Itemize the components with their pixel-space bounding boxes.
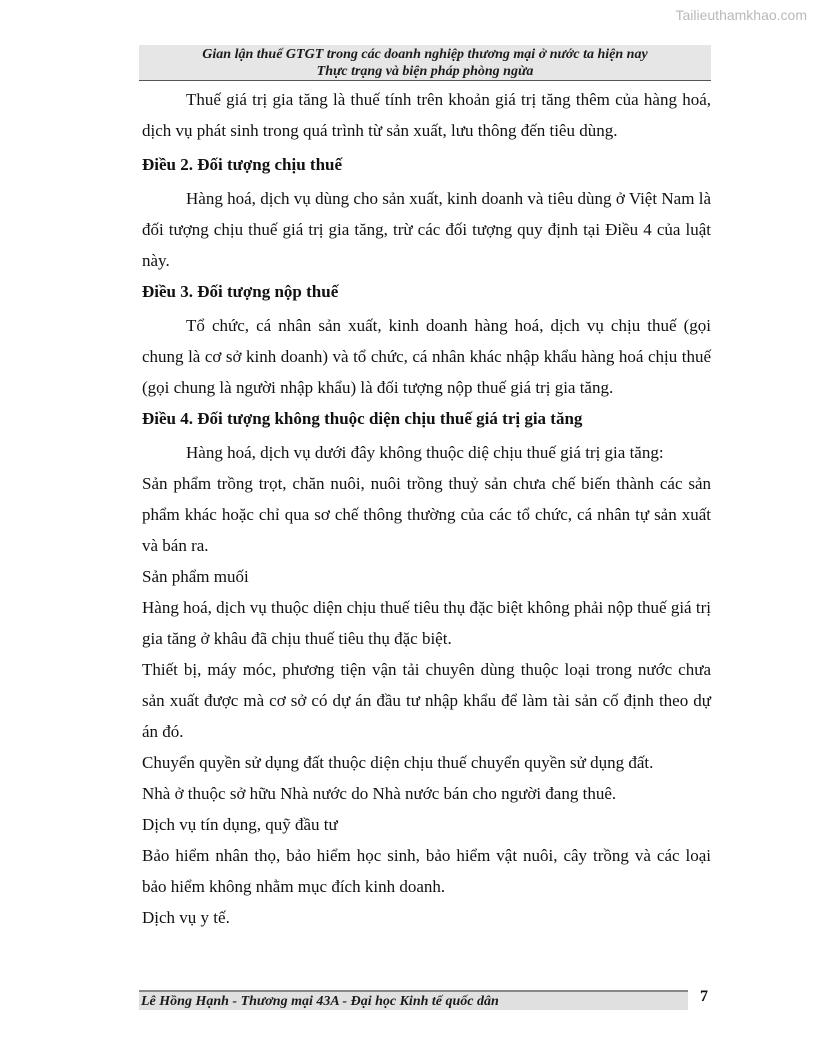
paragraph: Hàng hoá, dịch vụ dưới đây không thuộc diệ chịu thuế giá trị gia tăng: [186,443,664,462]
header-title-line1: Gian lận thuế GTGT trong các doanh nghiệp thương mại ở nước ta hiện nay [202,47,648,62]
paragraph: Hàng hoá, dịch vụ thuộc diện chịu thuế tiêu thụ đặc biệt không phải nộp thuế giá trị gia tăng ở khâu đã chịu thuế tiêu thụ đặc biệt. [142,598,711,648]
paragraph: Nhà ở thuộc sở hữu Nhà nước do Nhà nước bán cho người đang thuê. [142,784,617,803]
article-heading: Điều 3. Đối tượng nộp thuế [142,282,339,301]
paragraph: Thiết bị, máy móc, phương tiện vận tải chuyên dùng thuộc loại trong nước chưa sản xuất được mà cơ sở có dự án đầu tư nhập khẩu để làm tài sản cố định theo dự án đó. [142,660,711,741]
paragraph: Dịch vụ y tế. [142,908,230,927]
article-heading: Điều 2. Đối tượng chịu thuế [142,155,343,174]
page-header [139,45,711,81]
header-title-line2: Thực trạng và biện pháp phòng ngừa [316,64,534,79]
page-footer: Lê Hồng Hạnh - Thương mại 43A - Đại học Kinh tế quốc dân [139,990,688,1010]
article-heading: Điều 4. Đối tượng không thuộc diện chịu thuế giá trị gia tăng [142,409,583,428]
paragraph: Sản phẩm trồng trọt, chăn nuôi, nuôi trồng thuỷ sản chưa chế biến thành các sản phẩm khác hoặc chỉ qua sơ chế thông thường của các tổ chức, cá nhân tự sản xuất và bán ra. [142,474,711,555]
page-number: 7 [700,988,708,1005]
paragraph: Thuế giá trị gia tăng là thuế tính trên khoản giá trị tăng thêm của hàng hoá, dịch vụ phát sinh trong quá trình từ sản xuất, lưu thông đến tiêu dùng. [142,90,711,140]
paragraph: Chuyển quyền sử dụng đất thuộc diện chịu thuế chuyển quyền sử dụng đất. [142,753,654,772]
paragraph: Bảo hiểm nhân thọ, bảo hiểm học sinh, bảo hiểm vật nuôi, cây trồng và các loại bảo hiểm không nhằm mục đích kinh doanh. [142,846,711,896]
paragraph: Sản phẩm muối [142,567,249,586]
paragraph: Tổ chức, cá nhân sản xuất, kinh doanh hàng hoá, dịch vụ chịu thuế (gọi chung là cơ sở kinh doanh) và tổ chức, cá nhân khác nhập khẩu hàng hoá chịu thuế (gọi chung là người nhập khẩu) là đối tượng nộp thuế giá trị gia tăng. [142,316,711,397]
document-body [142,84,711,933]
watermark-text: Tailieuthamkhao.com [675,7,807,23]
paragraph: Hàng hoá, dịch vụ dùng cho sản xuất, kinh doanh và tiêu dùng ở Việt Nam là đối tượng chịu thuế giá trị gia tăng, trừ các đối tượng quy định tại Điều 4 của luật này. [142,189,711,270]
paragraph: Dịch vụ tín dụng, quỹ đầu tư [142,815,338,834]
